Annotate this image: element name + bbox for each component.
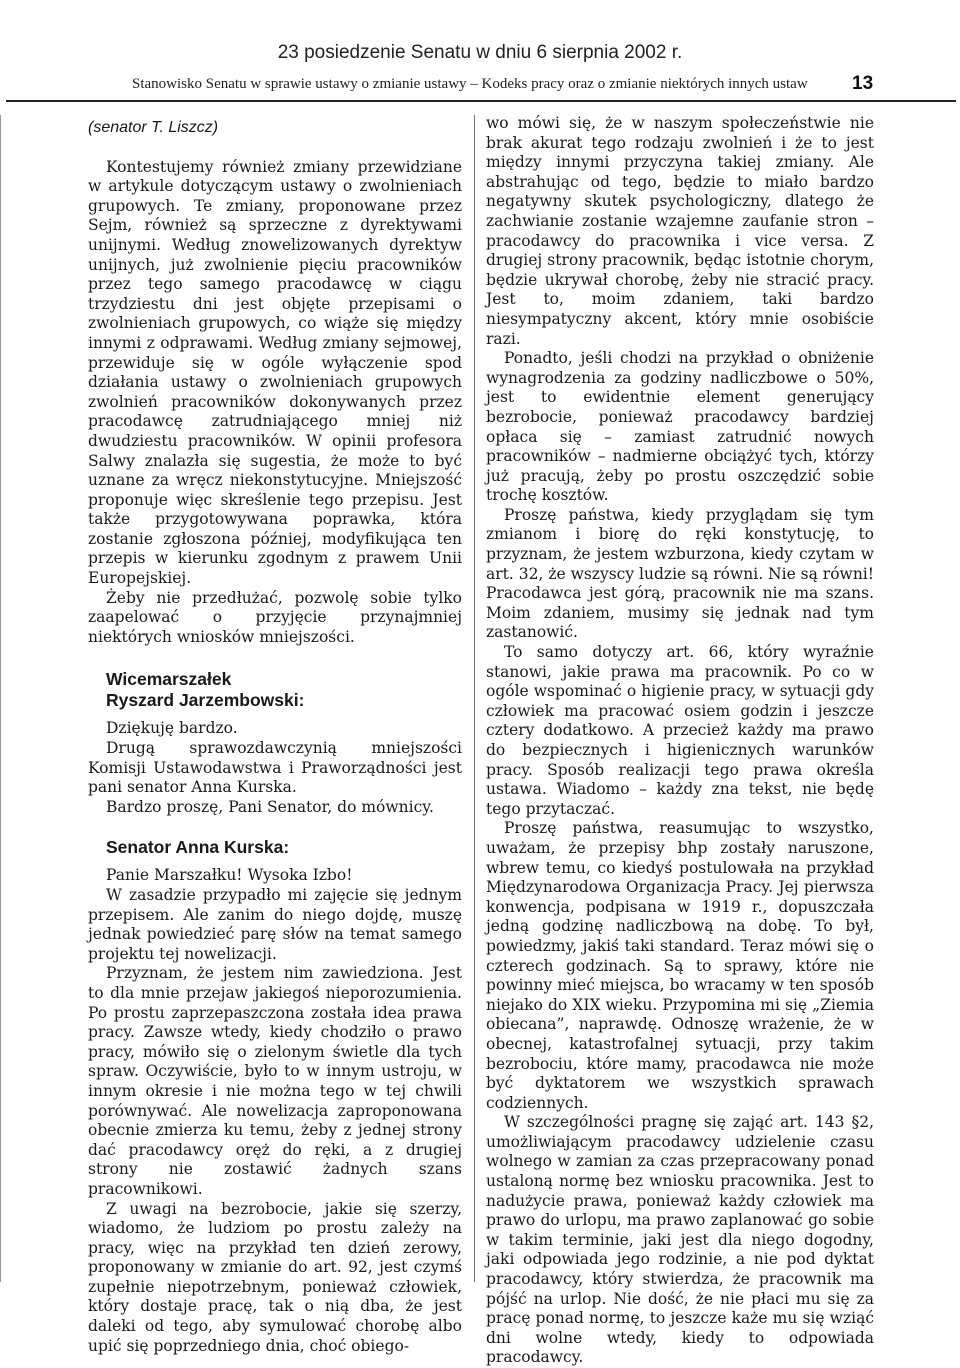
paragraph: W zasadzie przypadło mi zajęcie się jednym przepisem. Ale zanim do niego dojdę, muszę jednak powiedzieć parę słów na temat samego projektu tej nowelizacji. — [88, 886, 462, 963]
paragraph: Z uwagi na bezrobocie, jakie się szerzy, wiadomo, że ludziom po prostu zależy na pracy, więc na przykład ten dzień zerowy, proponowany w zmianie do art. 92, jest czymś zupełnie niepotrzebnym, ponieważ człowiek, który dostaje pracę, tak o nią dba, że jest daleki od tego, aby symulować chorobę albo upić się poprzedniego dnia, choć obiego- — [88, 1199, 462, 1355]
paragraph: Bardzo proszę, Pani Senator, do mównicy. — [106, 797, 434, 816]
running-header-subtitle: Stanowisko Senatu w sprawie ustawy o zmianie ustawy – Kodeks pracy oraz o zmianie niektórych innych ustaw — [132, 76, 808, 92]
paragraph: Żeby nie przedłużać, pozwolę sobie tylko zaapelować o przyjęcie przynajmniej niektórych wniosków mniejszości. — [88, 588, 462, 646]
speaker-name: Senator Anna Kurska: — [106, 837, 290, 858]
speaker-title: Wicemarszałek — [106, 669, 232, 690]
speaker-name: Ryszard Jarzembowski: — [106, 690, 305, 711]
paragraph: Proszę państwa, reasumując to wszystko, uważam, że przepisy bhp zostały naruszone, wbrew temu, co kiedyś postulowała na przykład Międzynarodowa Organizacja Pracy. Jej pierwsza konwencja, podpisana w 1919 r., dopuszczała jedną godzinę nadliczbową na dobę. To był, powiedzmy, jakiś taki standard. Teraz mówi się o czterech godzinach. Są to sprawy, które nie powinny mieć miejsca, bo wracamy w ten sposób niejako do XIX wieku. Przypomina mi się „Ziemia obiecana”, naprawdę. Odnoszę wrażenie, że w obecnej, katastrofalnej sytuacji, przy takim bezrobociu, które mamy, pracodawca nie może być dyktatorem we wszystkich sprawach codziennych. — [486, 819, 874, 1112]
column-divider — [474, 115, 475, 1282]
paragraph: To samo dotyczy art. 66, który wyraźnie stanowi, jakie prawa ma pracownik. Po co w ogóle wspominać o higienie pracy, w sytuacji gdy człowiek ma pracować osiem godzin i jeszcze cztery dodatkowo. A przecież każdy ma prawo do bezpiecznych i higienicznych warunków pracy. Sposób realizacji tego prawa określa ustawa. Wiadomo – każdy zna tekst, nie będę tego przytaczać. — [486, 643, 874, 818]
paragraph-continued: wo mówi się, że w naszym społeczeństwie nie brak akurat tego rodzaju zwolnień i że to jest między innymi przyczyna takiej zmiany. Ale abstrahując od tego, będzie to miało bardzo negatywny skutek psychologiczny, dlatego że zachwianie zostanie wzajemne zaufanie stron – pracodawcy do pracownika i vice versa. Z drugiej strony pracownik, będąc istotnie chorym, będzie ukrywał chorobę, żeby nie stracić pracy. Jest to, moim zdaniem, taki bardzo niesympatyczny akcent, który mnie osobiście razi. — [486, 114, 874, 348]
paragraph: Dziękuję bardzo. — [106, 719, 238, 738]
header-rule — [6, 100, 956, 102]
paragraph: Ponadto, jeśli chodzi na przykład o obniżenie wynagrodzenia za godziny nadliczbowe o 50%, jest to ewidentnie element generujący bezrobocie, ponieważ pracodawcy bardziej opłaca się – zamiast zatrudnić nowych pracowników – nadmierne obciążyć tych, którzy już pracują, żeby po prostu oszczędzić sobie trochę kosztów. — [486, 349, 874, 505]
speaker-heading-senator — [106, 837, 462, 858]
left-column — [88, 114, 462, 1356]
paragraph: Kontestujemy również zmiany przewidziane w artykule dotyczącym ustawy o zwolnieniach grupowych. Te zmiany, proponowane przez Sejm, również są sprzeczne z dyrektywami unijnymi. Według znowelizowanych dyrektyw unijnych, już zwolnienie pięciu pracowników przez tego samego pracodawcę w ciągu trzydziestu dni jest objęte przepisami o zwolnieniach grupowych, co wiąże się między innymi z odprawami. Według zmiany sejmowej, przewiduje się w ogóle wyłączenie spod działania ustawy o zwolnieniach grupowych zwolnień pracowników dokonywanych przez pracodawcę zatrudniającego mniej niż dwudziestu pracowników. W opinii profesora Salwy znalazła się sugestia, że może to być uznane za wręcz niekonstytucyjne. Mniejszość proponuje więc skreślenie tego przepisu. Jest także przygotowywana poprawka, która zostanie zgłoszona później, modyfikująca ten przepis w kierunku zgodnym z prawem Unii Europejskiej. — [88, 157, 462, 588]
paragraph: Przyznam, że jestem nim zawiedziona. Jest to dla mnie przejaw jakiegoś nieporozumienia. Po prostu zaprzepaszczona została idea prawa pracy. Zawsze wtedy, kiedy chodziło o prawo pracy, mówiło się o zielonym świetle dla tych spraw. Oczywiście, było to w innym ustroju, w innym okresie i nie można tego w tej chwili porównywać. Ale nowelizacja zaproponowana obecnie zmierza ku temu, żeby z jednej strony dać pracodawcy oręż do ręki, a z drugiej strony nie zostawić żadnych szans pracownikowi. — [88, 964, 462, 1198]
paragraph: W szczególności pragnę się zająć art. 143 §2, umożliwiającym pracodawcy udzielenie czasu wolnego w zamian za czas przepracowany ponad ustaloną normę bez wniosku pracownika. Jest to nadużycie prawa, ponieważ każdy człowiek ma prawo do urlopu, ma prawo zaplanować go sobie w takim terminie, jaki jest dla niego dogodny, jaki odpowiada jego rodzinie, a nie pod dyktat pracodawcy, który stwierdza, że pracownik ma pójść na urlop. Nie dość, że nie płaci mu się za pracę ponad normę, to jeszcze każe mu się wziąć dni wolne wtedy, kiedy to odpowiada pracodawcy. — [486, 1113, 874, 1367]
speaker-note: (senator T. Liszcz) — [88, 119, 219, 136]
right-column — [486, 114, 874, 1368]
running-header-title: 23 posiedzenie Senatu w dniu 6 sierpnia 2002 r. — [277, 42, 683, 63]
speaker-heading-deputy-marshal — [106, 669, 462, 711]
paragraph: Drugą sprawozdawczynią mniejszości Komisji Ustawodawstwa i Praworządności jest pani senator Anna Kurska. — [88, 739, 462, 797]
paragraph: Panie Marszałku! Wysoka Izbo! — [106, 866, 353, 885]
page-number: 13 — [852, 73, 874, 94]
left-margin-line — [0, 115, 1, 1282]
paragraph: Proszę państwa, kiedy przyglądam się tym zmianom i biorę do ręki konstytucję, to przyznam, że jestem wzburzona, kiedy czytam w art. 32, że wszyscy ludzie są równi. Nie są równi! Pracodawca jest górą, pracownik nie ma szans. Moim zdaniem, musimy się jednak nad tym zastanowić. — [486, 505, 874, 642]
